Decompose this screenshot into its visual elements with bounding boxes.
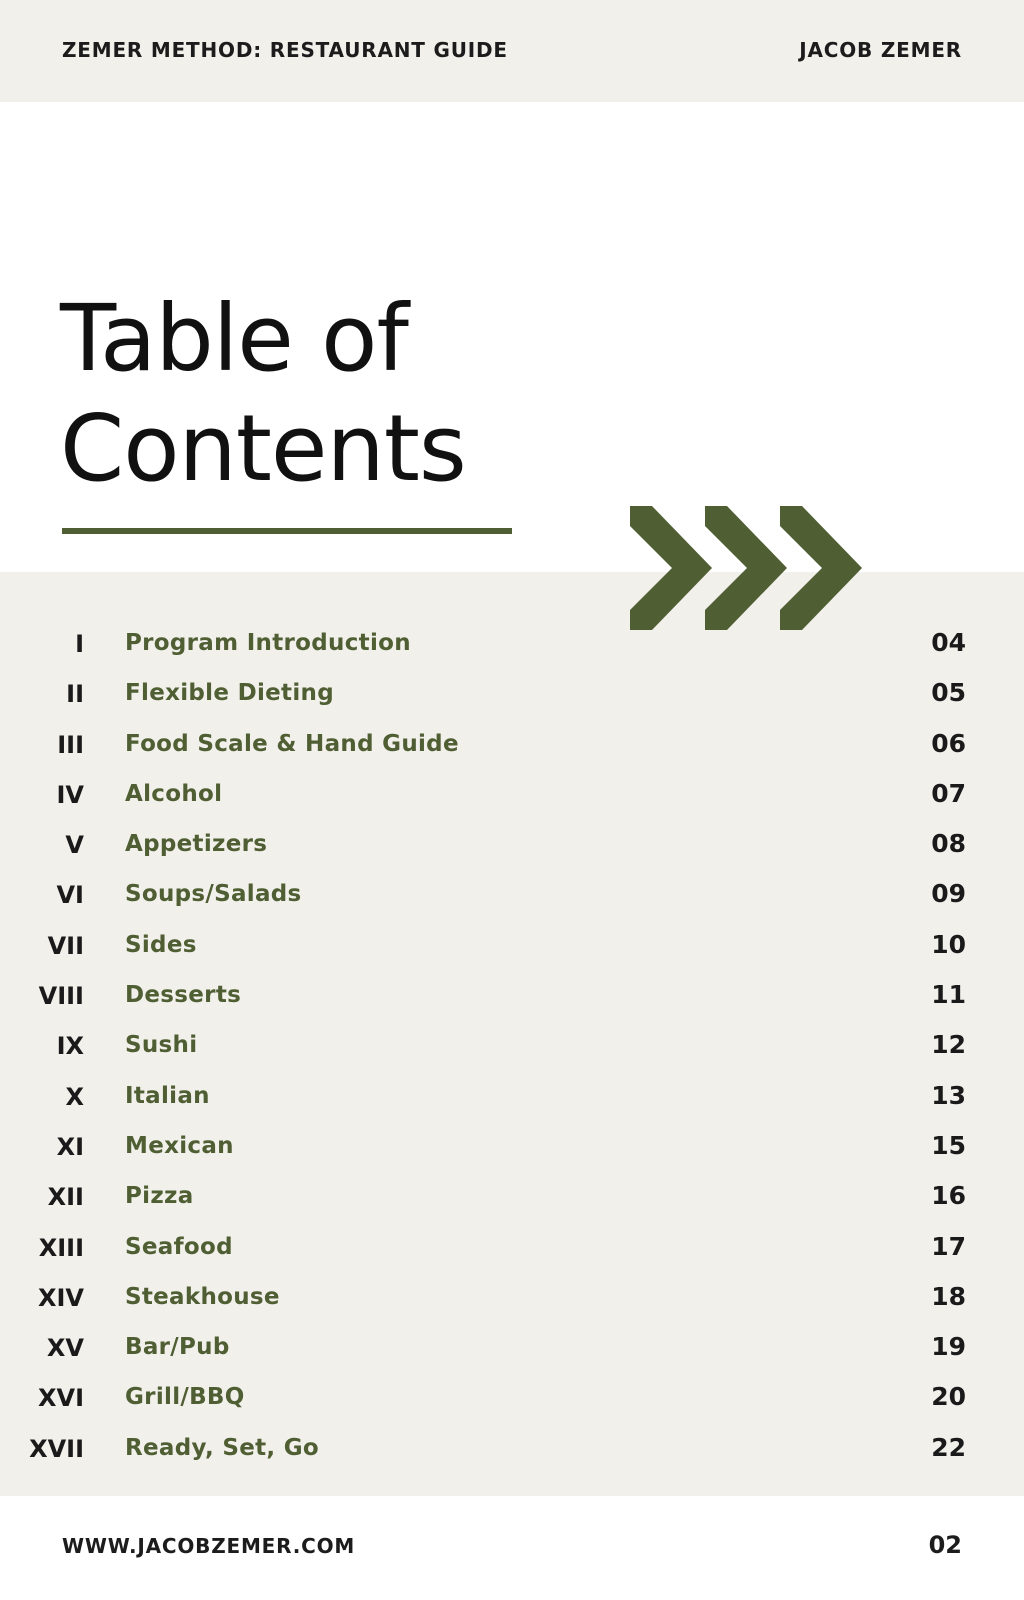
toc-entry-numeral: V	[65, 831, 84, 860]
toc-entry-label: Ready, Set, Go	[125, 1434, 320, 1461]
toc-entry-page-number: 17	[931, 1231, 966, 1261]
toc-entry-numeral: VI	[56, 881, 84, 910]
toc-entry-numeral: XV	[46, 1334, 84, 1363]
toc-entry-page-number: 10	[931, 929, 966, 959]
toc-entry-page-number: 13	[931, 1080, 966, 1110]
toc-entry-page-number: 15	[931, 1130, 966, 1160]
toc-entry-label: Pizza	[125, 1183, 194, 1210]
toc-entry[interactable]	[0, 924, 1024, 974]
page-title-line-1: Table of	[60, 285, 408, 392]
toc-entry-label: Program Introduction	[125, 630, 411, 656]
toc-entry-numeral: XVI	[37, 1384, 84, 1413]
toc-entry[interactable]	[0, 622, 1024, 672]
toc-list	[0, 622, 1024, 1477]
toc-entry-page-number: 08	[931, 829, 966, 859]
toc-entry-label: Alcohol	[125, 780, 223, 807]
toc-entry-page-number: 18	[931, 1281, 966, 1311]
toc-entry-page-number: 05	[931, 678, 966, 708]
toc-entry-numeral: XVII	[29, 1434, 84, 1463]
toc-entry-page-number: 20	[931, 1382, 966, 1412]
toc-entry-numeral: XIV	[37, 1283, 84, 1312]
toc-entry-page-number: 09	[931, 879, 966, 909]
toc-entry[interactable]	[0, 1376, 1024, 1426]
toc-entry[interactable]	[0, 1326, 1024, 1376]
toc-entry-label: Flexible Dieting	[125, 680, 334, 707]
toc-entry-label: Grill/BBQ	[125, 1384, 245, 1411]
toc-entry-page-number: 06	[931, 728, 966, 758]
header-bar	[0, 0, 1024, 102]
toc-entry-numeral: II	[66, 680, 84, 709]
toc-entry[interactable]	[0, 1024, 1024, 1074]
toc-entry-label: Sides	[125, 931, 197, 958]
toc-entry[interactable]	[0, 823, 1024, 873]
toc-entry[interactable]	[0, 773, 1024, 823]
toc-entry-label: Steakhouse	[125, 1283, 280, 1310]
document-title-header: ZEMER METHOD: RESTAURANT GUIDE	[62, 38, 508, 62]
toc-entry[interactable]	[0, 1075, 1024, 1125]
toc-entry[interactable]	[0, 723, 1024, 773]
page-title	[60, 284, 466, 504]
toc-entry-page-number: 04	[931, 628, 966, 657]
toc-entry-numeral: IX	[56, 1032, 84, 1061]
toc-entry-page-number: 11	[931, 980, 966, 1010]
toc-entry[interactable]	[0, 1427, 1024, 1477]
triple-chevron-right-icon	[630, 506, 862, 630]
toc-entry[interactable]	[0, 1226, 1024, 1276]
toc-entry-numeral: XII	[47, 1183, 84, 1212]
toc-entry[interactable]	[0, 1276, 1024, 1326]
toc-entry[interactable]	[0, 1175, 1024, 1225]
page-title-line-2: Contents	[60, 395, 466, 502]
toc-entry-label: Italian	[125, 1082, 210, 1109]
toc-entry[interactable]	[0, 672, 1024, 722]
toc-entry-label: Mexican	[125, 1132, 234, 1159]
toc-entry[interactable]	[0, 1125, 1024, 1175]
toc-entry-numeral: X	[65, 1082, 84, 1111]
chevron-right-icon	[705, 506, 787, 630]
toc-entry-label: Appetizers	[125, 831, 268, 858]
toc-entry-numeral: IV	[56, 780, 84, 809]
title-underline-divider	[62, 528, 512, 534]
toc-entry-label: Seafood	[125, 1233, 233, 1260]
toc-entry[interactable]	[0, 873, 1024, 923]
toc-entry[interactable]	[0, 974, 1024, 1024]
author-name-header: JACOB ZEMER	[799, 38, 962, 62]
toc-entry-numeral: XI	[56, 1132, 84, 1161]
footer-website-link[interactable]: WWW.JACOBZEMER.COM	[62, 1534, 356, 1558]
toc-entry-label: Desserts	[125, 982, 242, 1009]
toc-entry-numeral: VII	[47, 931, 84, 960]
toc-entry-numeral: XIII	[38, 1233, 84, 1262]
toc-entry-numeral: III	[57, 730, 84, 759]
toc-entry-numeral: VIII	[38, 982, 84, 1011]
toc-entry-page-number: 12	[931, 1030, 966, 1060]
toc-entry-label: Bar/Pub	[125, 1334, 230, 1361]
chevron-right-icon	[630, 506, 712, 630]
toc-entry-numeral: I	[75, 630, 84, 658]
toc-entry-label: Soups/Salads	[125, 881, 302, 908]
toc-entry-page-number: 22	[931, 1432, 966, 1462]
toc-entry-page-number: 16	[931, 1181, 966, 1211]
toc-entry-label: Sushi	[125, 1032, 198, 1059]
toc-entry-page-number: 19	[931, 1332, 966, 1362]
chevron-right-icon	[780, 506, 862, 630]
toc-entry-page-number: 07	[931, 778, 966, 808]
footer-page-number: 02	[928, 1531, 962, 1559]
toc-entry-label: Food Scale & Hand Guide	[125, 730, 459, 757]
